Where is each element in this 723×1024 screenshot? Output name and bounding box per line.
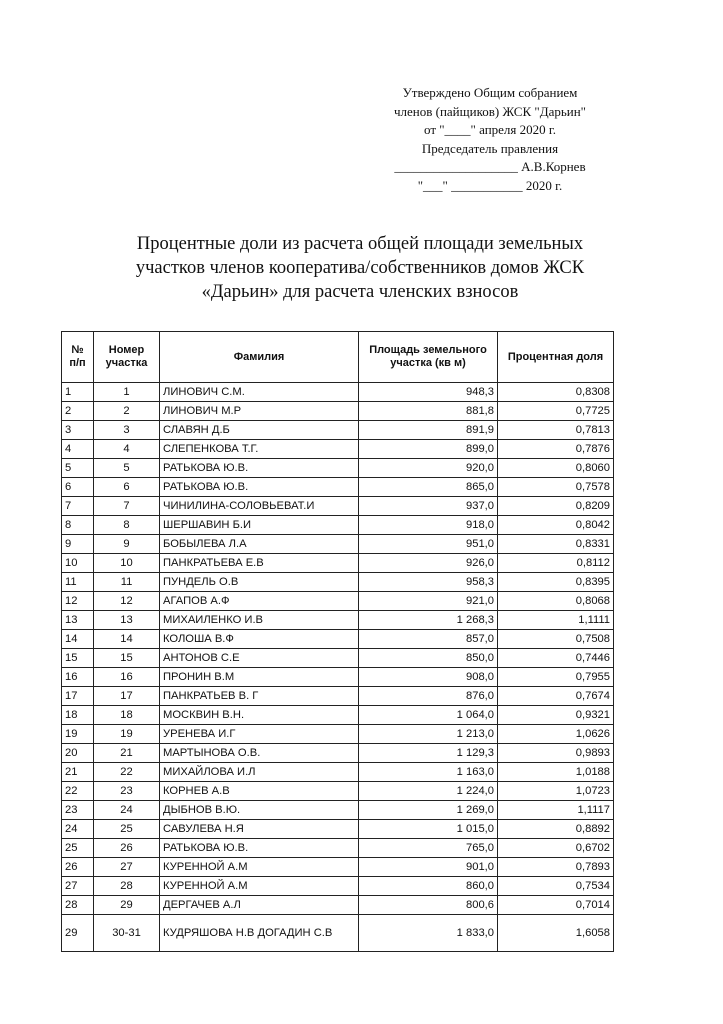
cell-share: 0,7813 (498, 421, 614, 440)
cell-area: 850,0 (359, 649, 498, 668)
table-row (62, 915, 614, 952)
table-row (62, 763, 614, 782)
cell-area: 1 268,3 (359, 611, 498, 630)
cell-plot: 26 (94, 839, 160, 858)
cell-plot: 28 (94, 877, 160, 896)
cell-plot: 10 (94, 554, 160, 573)
cell-plot: 22 (94, 763, 160, 782)
approval-block (370, 84, 610, 195)
cell-plot: 23 (94, 782, 160, 801)
cell-plot: 25 (94, 820, 160, 839)
table-row (62, 421, 614, 440)
cell-no: 28 (62, 896, 94, 915)
cell-plot: 14 (94, 630, 160, 649)
cell-share: 0,7955 (498, 668, 614, 687)
cell-plot: 9 (94, 535, 160, 554)
cell-area: 1 269,0 (359, 801, 498, 820)
cell-area: 765,0 (359, 839, 498, 858)
shares-table (61, 331, 614, 952)
cell-area: 800,6 (359, 896, 498, 915)
table-row (62, 687, 614, 706)
cell-name: АНТОНОВ С.Е (160, 649, 359, 668)
cell-area: 860,0 (359, 877, 498, 896)
cell-no: 21 (62, 763, 94, 782)
cell-name: РАТЬКОВА Ю.В. (160, 459, 359, 478)
header-share: Процентная доля (498, 332, 614, 383)
cell-area: 865,0 (359, 478, 498, 497)
cell-no: 29 (62, 915, 94, 952)
cell-share: 0,8042 (498, 516, 614, 535)
cell-area: 1 064,0 (359, 706, 498, 725)
header-area: Площадь земельного участка (кв м) (359, 332, 498, 383)
cell-share: 1,0188 (498, 763, 614, 782)
cell-no: 16 (62, 668, 94, 687)
cell-share: 0,8331 (498, 535, 614, 554)
cell-share: 0,7508 (498, 630, 614, 649)
header-name: Фамилия (160, 332, 359, 383)
approval-line: членов (пайщиков) ЖСК "Дарьин" (393, 103, 586, 119)
table-row (62, 554, 614, 573)
cell-share: 1,1111 (498, 611, 614, 630)
cell-name: САВУЛЕВА Н.Я (160, 820, 359, 839)
cell-name: ЛИНОВИЧ С.М. (160, 383, 359, 402)
cell-no: 23 (62, 801, 94, 820)
cell-area: 1 833,0 (359, 915, 498, 952)
approval-line: Утверждено Общим собранием (402, 85, 578, 100)
approval-line: Председатель правления (421, 140, 559, 156)
cell-area: 951,0 (359, 535, 498, 554)
table-row (62, 478, 614, 497)
cell-share: 0,9893 (498, 744, 614, 763)
cell-no: 11 (62, 573, 94, 592)
document-title (70, 232, 650, 304)
cell-no: 15 (62, 649, 94, 668)
cell-no: 24 (62, 820, 94, 839)
header-no: № п/п (62, 332, 94, 383)
cell-no: 9 (62, 535, 94, 554)
header-plot: Номер участка (94, 332, 160, 383)
cell-share: 0,6702 (498, 839, 614, 858)
cell-no: 7 (62, 497, 94, 516)
table-row (62, 592, 614, 611)
table-row (62, 516, 614, 535)
cell-area: 876,0 (359, 687, 498, 706)
title-line: участков членов кооператива/собственников домов ЖСК (135, 258, 585, 278)
cell-name: ЧИНИЛИНА-СОЛОВЬЕВАТ.И (160, 497, 359, 516)
cell-no: 13 (62, 611, 94, 630)
table-row (62, 744, 614, 763)
cell-share: 0,8068 (498, 592, 614, 611)
cell-plot: 16 (94, 668, 160, 687)
cell-no: 6 (62, 478, 94, 497)
cell-plot: 12 (94, 592, 160, 611)
cell-name: ПУНДЕЛЬ О.В (160, 573, 359, 592)
table-row (62, 497, 614, 516)
cell-name: МИХАИЛЕНКО И.В (160, 611, 359, 630)
cell-plot: 19 (94, 725, 160, 744)
cell-name: МАРТЫНОВА О.В. (160, 744, 359, 763)
cell-share: 1,1117 (498, 801, 614, 820)
approval-signature-line: ___________________ А.В.Корнев (394, 159, 586, 174)
cell-name: РАТЬКОВА Ю.В. (160, 478, 359, 497)
cell-no: 19 (62, 725, 94, 744)
cell-share: 0,8395 (498, 573, 614, 592)
cell-no: 8 (62, 516, 94, 535)
cell-name: ПАНКРАТЬЕВА Е.В (160, 554, 359, 573)
cell-share: 0,8112 (498, 554, 614, 573)
cell-name: МОСКВИН В.Н. (160, 706, 359, 725)
cell-plot: 1 (94, 383, 160, 402)
cell-area: 901,0 (359, 858, 498, 877)
cell-no: 10 (62, 554, 94, 573)
cell-area: 948,3 (359, 383, 498, 402)
cell-name: КУРЕННОЙ А.М (160, 877, 359, 896)
cell-name: ЛИНОВИЧ М.Р (160, 402, 359, 421)
cell-no: 12 (62, 592, 94, 611)
cell-no: 18 (62, 706, 94, 725)
cell-name: УРЕНЕВА И.Г (160, 725, 359, 744)
cell-area: 899,0 (359, 440, 498, 459)
table-row (62, 801, 614, 820)
cell-share: 0,8060 (498, 459, 614, 478)
cell-no: 25 (62, 839, 94, 858)
table-row (62, 858, 614, 877)
cell-no: 5 (62, 459, 94, 478)
cell-plot: 4 (94, 440, 160, 459)
cell-name: КУРЕННОЙ А.М (160, 858, 359, 877)
table-row (62, 440, 614, 459)
cell-name: ДЕРГАЧЕВ А.Л (160, 896, 359, 915)
cell-name: РАТЬКОВА Ю.В. (160, 839, 359, 858)
cell-area: 1 015,0 (359, 820, 498, 839)
cell-area: 926,0 (359, 554, 498, 573)
cell-area: 1 224,0 (359, 782, 498, 801)
cell-plot: 15 (94, 649, 160, 668)
cell-name: КОЛОША В.Ф (160, 630, 359, 649)
table-row (62, 459, 614, 478)
cell-plot: 13 (94, 611, 160, 630)
table-row (62, 668, 614, 687)
cell-plot: 3 (94, 421, 160, 440)
table-row (62, 573, 614, 592)
cell-name: ПРОНИН В.М (160, 668, 359, 687)
cell-name: ДЫБНОВ В.Ю. (160, 801, 359, 820)
cell-name: КУДРЯШОВА Н.В ДОГАДИН С.В (160, 915, 359, 952)
table-row (62, 402, 614, 421)
approval-line: от "____" апреля 2020 г. (423, 122, 557, 137)
cell-share: 0,7014 (498, 896, 614, 915)
title-line: Процентные доли из расчета общей площади земельных (136, 234, 584, 254)
table-row (62, 839, 614, 858)
cell-share: 1,6058 (498, 915, 614, 952)
cell-no: 1 (62, 383, 94, 402)
cell-area: 920,0 (359, 459, 498, 478)
cell-plot: 18 (94, 706, 160, 725)
cell-name: АГАПОВ А.Ф (160, 592, 359, 611)
cell-plot: 6 (94, 478, 160, 497)
cell-no: 17 (62, 687, 94, 706)
cell-no: 2 (62, 402, 94, 421)
cell-area: 891,9 (359, 421, 498, 440)
cell-name: МИХАЙЛОВА И.Л (160, 763, 359, 782)
title-line: «Дарьин» для расчета членских взносов (201, 282, 519, 302)
cell-area: 1 129,3 (359, 744, 498, 763)
cell-name: ПАНКРАТЬЕВ В. Г (160, 687, 359, 706)
cell-no: 27 (62, 877, 94, 896)
cell-name: КОРНЕВ А.В (160, 782, 359, 801)
cell-plot: 5 (94, 459, 160, 478)
cell-no: 4 (62, 440, 94, 459)
cell-share: 0,7725 (498, 402, 614, 421)
cell-area: 937,0 (359, 497, 498, 516)
cell-share: 0,7578 (498, 478, 614, 497)
table-row (62, 725, 614, 744)
cell-share: 0,8892 (498, 820, 614, 839)
table-row (62, 706, 614, 725)
table-row (62, 611, 614, 630)
cell-plot: 21 (94, 744, 160, 763)
cell-no: 22 (62, 782, 94, 801)
table-row (62, 896, 614, 915)
cell-name: ШЕРШАВИН Б.И (160, 516, 359, 535)
cell-share: 0,7446 (498, 649, 614, 668)
cell-share: 0,7893 (498, 858, 614, 877)
cell-area: 918,0 (359, 516, 498, 535)
approval-date-line: "___" ___________ 2020 г. (417, 177, 563, 193)
cell-no: 3 (62, 421, 94, 440)
table-row (62, 383, 614, 402)
cell-area: 958,3 (359, 573, 498, 592)
cell-name: СЛАВЯН Д.Б (160, 421, 359, 440)
cell-name: СЛЕПЕНКОВА Т.Г. (160, 440, 359, 459)
cell-share: 0,9321 (498, 706, 614, 725)
cell-no: 20 (62, 744, 94, 763)
table-row (62, 649, 614, 668)
cell-share: 0,8209 (498, 497, 614, 516)
table-row (62, 535, 614, 554)
cell-area: 1 213,0 (359, 725, 498, 744)
cell-area: 1 163,0 (359, 763, 498, 782)
cell-share: 1,0626 (498, 725, 614, 744)
cell-plot: 27 (94, 858, 160, 877)
cell-plot: 7 (94, 497, 160, 516)
cell-share: 0,7674 (498, 687, 614, 706)
cell-name: БОБЫЛЕВА Л.А (160, 535, 359, 554)
cell-no: 26 (62, 858, 94, 877)
cell-share: 0,7876 (498, 440, 614, 459)
cell-plot: 8 (94, 516, 160, 535)
cell-area: 857,0 (359, 630, 498, 649)
cell-plot: 11 (94, 573, 160, 592)
cell-share: 1,0723 (498, 782, 614, 801)
table-row (62, 877, 614, 896)
table-row (62, 820, 614, 839)
cell-share: 0,8308 (498, 383, 614, 402)
cell-plot: 2 (94, 402, 160, 421)
cell-plot: 24 (94, 801, 160, 820)
cell-plot: 30-31 (94, 915, 160, 952)
cell-plot: 17 (94, 687, 160, 706)
table-row (62, 782, 614, 801)
cell-plot: 29 (94, 896, 160, 915)
cell-area: 908,0 (359, 668, 498, 687)
cell-area: 881,8 (359, 402, 498, 421)
cell-share: 0,7534 (498, 877, 614, 896)
cell-no: 14 (62, 630, 94, 649)
table-row (62, 630, 614, 649)
cell-area: 921,0 (359, 592, 498, 611)
table-header-row (62, 332, 614, 383)
